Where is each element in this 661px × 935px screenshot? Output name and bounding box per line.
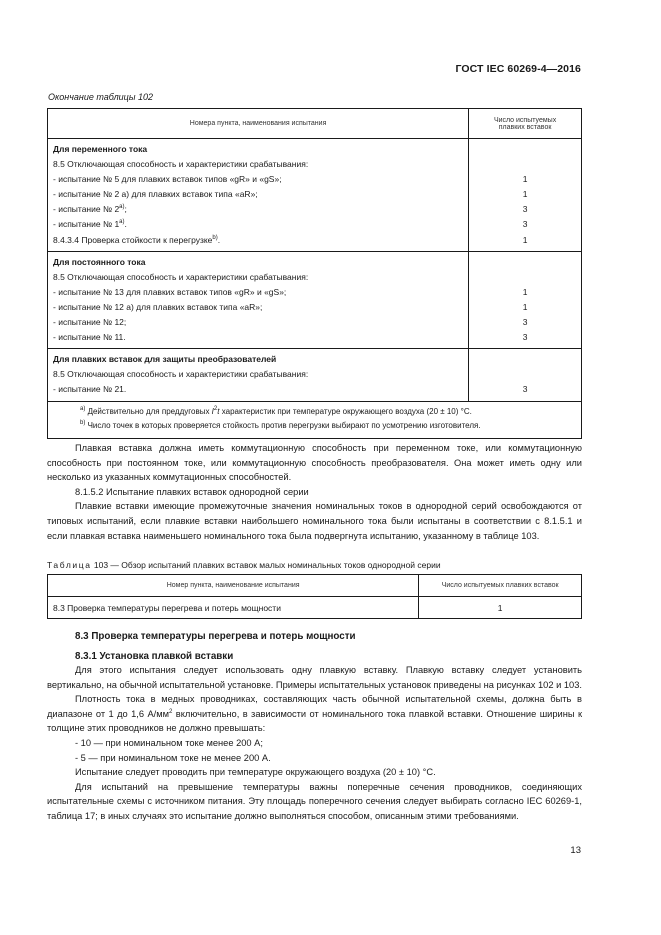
- count-value: 1: [522, 174, 528, 185]
- column-header-count: Число испытуемых плавких вставок: [419, 575, 582, 597]
- footnote-a: [80, 405, 575, 420]
- item-end: ;: [124, 204, 127, 215]
- page-number: 13: [570, 845, 581, 856]
- test-name-cell: 8.3 Проверка температуры перегрева и потерь мощности: [48, 597, 419, 619]
- table-label: Таблица: [47, 560, 92, 570]
- table-102-caption: Окончание таблицы 102: [48, 92, 153, 102]
- table-102: [47, 108, 582, 439]
- paragraph-block-2: [47, 663, 582, 824]
- count-value: 1: [522, 286, 528, 297]
- group-ac-counts: [469, 139, 582, 252]
- table-footnotes: [48, 401, 582, 438]
- paragraph: Плавкие вставки имеющие промежуточные значения номинальных токов в однородной серий освобождаются от типовых испытаний, если плавкие вставки наибольшего номинального тока были испытаны в соответствии с 8.1.5.1 и если плавкая вставка наименьшего номинального тока была подвергнута испытанию, указанному в таблице 103.: [47, 501, 582, 541]
- paragraph: Для этого испытания следует использовать одну плавкую вставку. Плавкую вставку следует установить вертикально, на обычной испытательной установке. Примеры испытательных установок приведены на рисунках 102 и 103.: [47, 665, 582, 690]
- count-value: 1: [522, 301, 528, 312]
- count-value: 3: [522, 204, 528, 215]
- footnote-ref: a): [119, 204, 125, 211]
- list-item: - испытание № 12;: [53, 317, 127, 328]
- table-103: [47, 574, 582, 619]
- count-value: 1: [522, 234, 528, 245]
- item-text: - испытание № 2: [53, 204, 120, 215]
- list-item: 8.5 Отключающая способность и характеристики срабатывания:: [53, 369, 309, 380]
- table-header-row: [48, 575, 582, 597]
- table-title: 103 — Обзор испытаний плавких вставок малых номинальных токов однородной серии: [91, 560, 441, 570]
- footnote-symbol-power: 2: [213, 405, 218, 412]
- item-text: - испытание № 1: [53, 219, 120, 230]
- count-value: 3: [522, 332, 528, 343]
- column-header-count-line1: Число испытуемых: [493, 116, 557, 124]
- table-footnotes-row: [48, 401, 582, 438]
- table-row: [48, 597, 582, 619]
- group-converter-tests: [48, 349, 469, 401]
- list-item: - испытание № 13 для плавких вставок типов «gR» и «gS»;: [53, 286, 287, 297]
- list-item: [53, 202, 463, 217]
- paragraph-block-1: [47, 441, 582, 543]
- item-text: 8.4.3.4 Проверка стойкости к перегрузке: [53, 234, 213, 245]
- list-item: - 10 — при номинальном токе менее 200 А;: [75, 737, 263, 748]
- list-item: [53, 217, 463, 232]
- list-item: - испытание № 12 а) для плавких вставок типа «aR»;: [53, 301, 263, 312]
- item-end: .: [124, 219, 127, 230]
- paragraph-text: Плотность тока в медных проводниках, составляющих часть обычной испытательной схемы, должна быть в диапазоне от 1 до 1,6 А/мм: [47, 694, 582, 719]
- list-item: 8.5 Отключающая способность и характеристики срабатывания:: [53, 271, 309, 282]
- count-value: 3: [522, 317, 528, 328]
- clause-heading: 8.1.5.2 Испытание плавких вставок однородной серии: [75, 486, 309, 497]
- table-header-row: [48, 109, 582, 139]
- item-end: .: [217, 234, 221, 245]
- paragraph: Плавкая вставка должна иметь коммутационную способность при переменном токе, или коммутационную способность при постоянном токе, или коммутационную способность преобразователя. Она может иметь одну или несколько из указанных коммутационных способностей.: [47, 443, 582, 483]
- unit-power: 2: [169, 708, 173, 715]
- footnote-mark: a): [80, 405, 86, 412]
- footnote-text: Число точек в которых проверяется стойкость против перегрузки выбирают по усмотрению изготовителя.: [85, 421, 481, 430]
- footnote-b: [80, 419, 575, 434]
- list-item: - испытание № 5 для плавких вставок типов «gR» и «gS»;: [53, 174, 282, 185]
- table-103-caption: [47, 560, 441, 570]
- paragraph: Испытание следует проводить при температуре окружающего воздуха (20 ± 10) °С.: [75, 767, 436, 778]
- footnote-symbol: t: [217, 406, 220, 416]
- group-dc-tests: [48, 251, 469, 349]
- column-header-test: Номер пункта, наименование испытания: [48, 575, 419, 597]
- count-value: 3: [522, 219, 528, 230]
- list-item: - 5 — при номинальном токе не менее 200 А.: [75, 752, 271, 763]
- footnote-ref: a): [119, 219, 125, 226]
- group-ac-tests: [48, 139, 469, 252]
- column-header-test: Номера пункта, наименования испытания: [48, 109, 469, 139]
- paragraph-text: включительно, в зависимости от номинального тока плавкой вставки. Отношение ширины к толщине этих проводников не должно превышать:: [47, 708, 583, 734]
- list-item: - испытание № 2 а) для плавких вставок типа «aR»;: [53, 189, 258, 200]
- group-converter-counts: [469, 349, 582, 401]
- table-row-dc: [48, 251, 582, 349]
- column-header-count-line2: плавких вставок: [498, 123, 552, 131]
- table-row-ac: [48, 139, 582, 252]
- table-row-converter: [48, 349, 582, 401]
- paragraph: Для испытаний на превышение температуры важны поперечные сечения проводников, соединяющих испытательные схемы с источником питания. Эту площадь поперечного сечения следует выбирать согласно IEC 60269-1, таблица 17; в иных случаях это испытание должно выполняться способом, описанным этими требованиями.: [47, 781, 582, 821]
- footnote-symbol: I: [211, 406, 214, 416]
- group-title-dc: Для постоянного тока: [53, 256, 146, 267]
- list-item: - испытание № 21.: [53, 384, 127, 395]
- standard-code: ГОСТ IEC 60269-4—2016: [455, 63, 581, 75]
- subsection-heading: 8.3.1 Установка плавкой вставки: [75, 651, 234, 662]
- footnote-mark: b): [80, 420, 86, 426]
- column-header-count: [469, 109, 582, 139]
- section-heading: 8.3 Проверка температуры перегрева и потерь мощности: [75, 631, 356, 642]
- group-title-converter: Для плавких вставок для защиты преобразователей: [53, 354, 277, 365]
- count-value: 1: [522, 189, 528, 200]
- group-title-ac: Для переменного тока: [53, 144, 148, 154]
- paragraph: [47, 692, 582, 736]
- list-item: 8.5 Отключающая способность и характеристики срабатывания:: [53, 159, 309, 170]
- group-dc-counts: [469, 251, 582, 349]
- footnote-text: характеристик при температуре окружающего воздуха (20 ± 10) °С.: [219, 406, 472, 416]
- list-item: - испытание № 11.: [53, 332, 126, 343]
- count-cell: 1: [419, 597, 582, 619]
- list-item: [53, 233, 463, 248]
- footnote-text: Действительно для преддуговых: [85, 406, 212, 416]
- count-value: 3: [522, 384, 528, 395]
- footnote-ref: b): [212, 234, 218, 241]
